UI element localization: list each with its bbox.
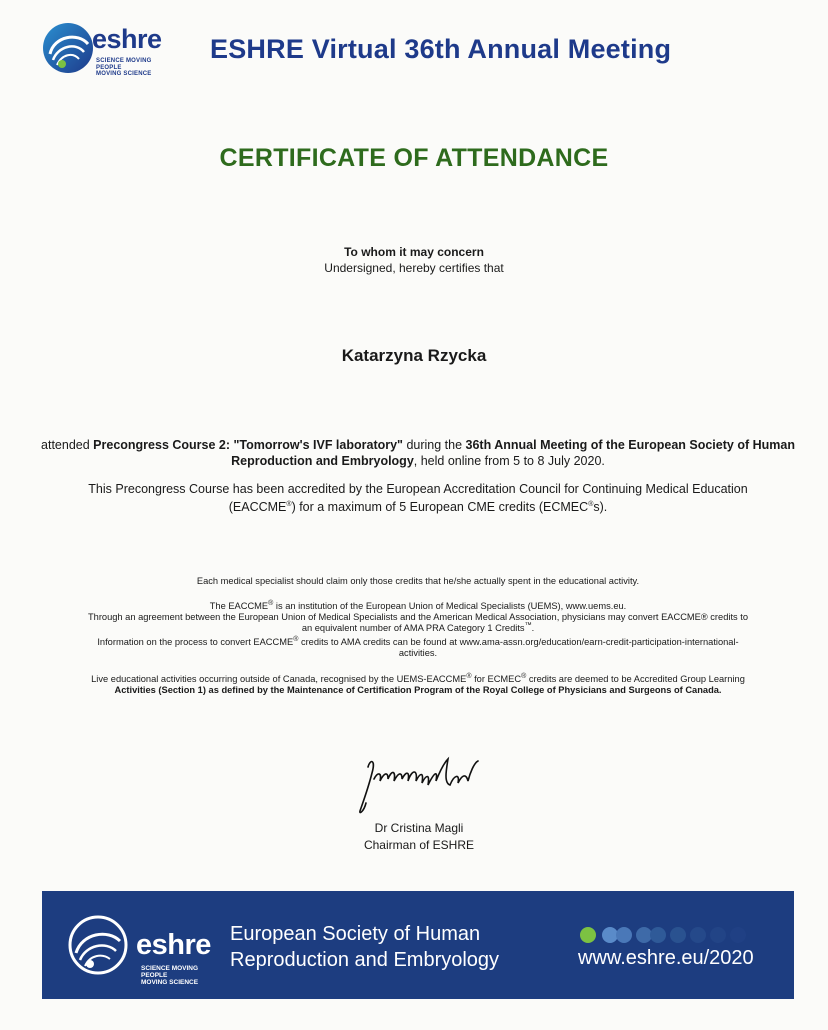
eshre-swirl-icon [40,14,100,84]
certificate-title: CERTIFICATE OF ATTENDANCE [219,144,609,172]
signatory-name: Dr Cristina Magli [374,821,464,835]
accreditation-statement: This Precongress Course has been accredited by the European Accreditation Council for Continuing Medical Education (EACCME®) for a maximum of 5 European CME credits (ECMEC®s). [88,482,748,514]
course-name: Precongress Course 2: "Tomorrow's IVF laboratory" [93,438,403,452]
footer-url: www.eshre.eu/2020 [578,947,754,969]
to-whom-line: To whom it may concern [344,245,484,259]
ama-info-note: Information on the process to convert EACCME® credits to AMA credits can be found at www.ama-assn.org/education/earn-credit-participation-international- activities. [97,635,739,658]
meeting-name: 36th Annual Meeting of the European Society of Human Reproduction and Embryology [231,438,795,468]
footer-tagline: SCIENCE MOVING PEOPLE MOVING SCIENCE [141,965,199,986]
footer-banner [42,891,794,999]
claim-note: Each medical specialist should claim only those credits that he/she actually spent in the educational activity. [196,576,640,586]
society-name: European Society of Human Reproduction and Embryology [230,923,500,971]
uems-note: The EACCME® is an institution of the European Union of Medical Specialists (UEMS), www.uems.eu. Through an agreement between the European Union of Medical Specialists and the American Medical Association, physicians may convert EACCME® credits to an equivalent number of AMA PRA Category 1 Credits™. [87,599,749,633]
eshre-logo [40,14,180,84]
signatory-role: Chairman of ESHRE [363,838,475,852]
logo-wordmark: eshre [92,24,162,54]
meeting-title: ESHRE Virtual 36th Annual Meeting [210,34,672,64]
footer-logo [64,909,211,986]
logo-tagline: SCIENCE MOVING PEOPLE MOVING SCIENCE [96,58,152,77]
decorative-dots-icon [578,923,778,947]
footer-swirl-icon [64,909,134,981]
undersigned-line: Undersigned, hereby certifies that [324,261,504,275]
attendance-statement: attended Precongress Course 2: "Tomorrow's IVF laboratory" during the 36th Annual Meeting of the European Society of Human Reproduction and Embryology, held online from 5 to 8 July 2020. [41,438,795,468]
canada-note: Live educational activities occurring outside of Canada, recognised by the UEMS-EACCME® for ECMEC® credits are deemed to be Accredited Group Learning Activities (Section 1) as defined by the Maintenance of Certification Program of the Royal College of Physicians and Surgeons of Canada. [91,672,745,695]
signature-icon [340,745,490,825]
attendee-name: Katarzyna Rzycka [341,346,487,365]
footer-wordmark: eshre [136,929,211,961]
